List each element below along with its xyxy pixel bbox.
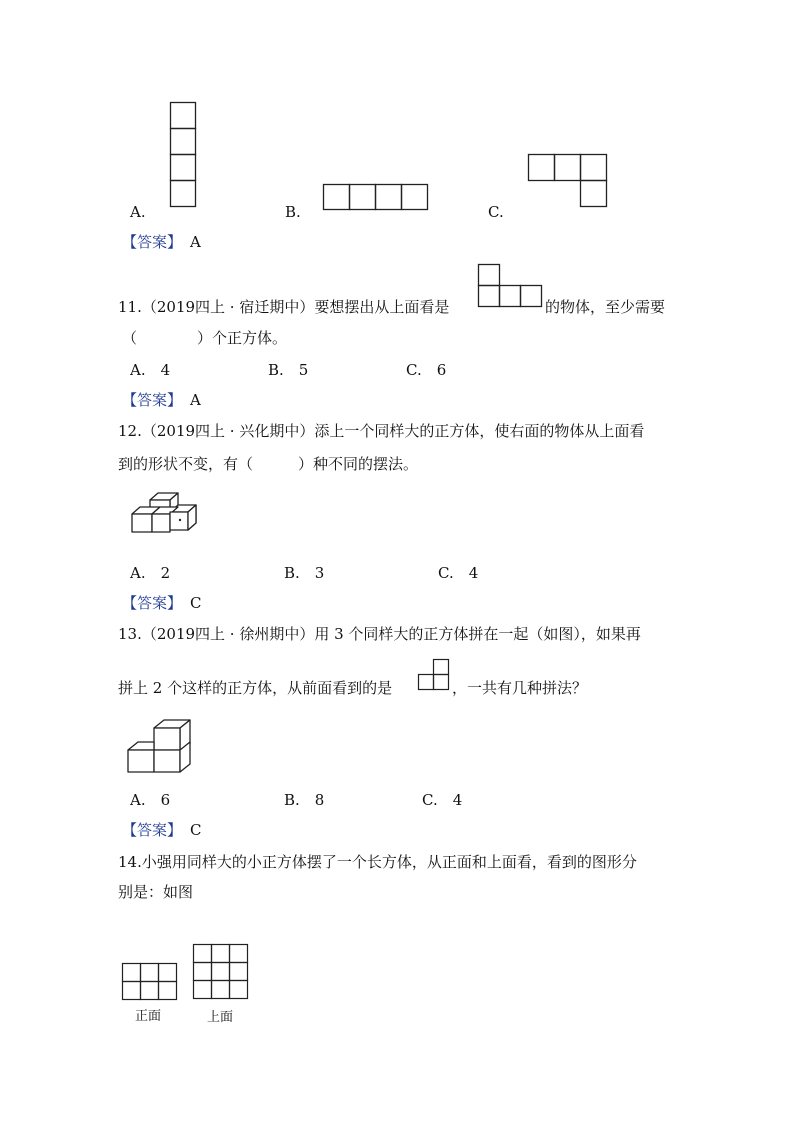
front-view-label: 正面 [135, 1009, 162, 1024]
question-12-line2: 到的形状不变，有（ ）种不同的摆法。 [118, 455, 419, 473]
q12-option-a: A. 2 [130, 564, 171, 582]
q11-option-c: C. 6 [406, 361, 447, 379]
answer-label: 【答案】 [122, 594, 183, 612]
answer-value: C [190, 594, 202, 612]
answer-row-10 [122, 232, 201, 252]
option-a-figure [170, 102, 196, 207]
q13-front-view-figure [418, 659, 450, 691]
q13-option-b: B. 8 [284, 791, 325, 809]
question-14-line2: 别是：如图 [118, 883, 194, 901]
answer-row-12 [122, 593, 202, 613]
question-12-line1: 12.（2019四上 · 兴化期中）添上一个同样大的正方体，使右面的物体从上面看 [118, 422, 645, 440]
question-11-line1a: 11.（2019四上 · 宿迁期中）要想摆出从上面看是 [118, 298, 450, 316]
question-13-line1: 13.（2019四上 · 徐州期中）用 3 个同样大的正方体拼在一起（如图），如果再 [118, 625, 641, 643]
q12-option-c: C. 4 [438, 564, 479, 582]
q13-option-c: C. 4 [422, 791, 463, 809]
answer-row-11 [122, 390, 201, 410]
option-c-label: C. [488, 203, 504, 221]
question-11-line1b: 的物体，至少需要 [545, 298, 666, 316]
option-b-figure [323, 184, 429, 211]
answer-value: A [190, 391, 201, 409]
q11-top-view-figure [478, 264, 544, 308]
option-a-label: A. [130, 203, 146, 221]
q12-cube-figure [130, 490, 200, 540]
q14-top-view-figure [193, 944, 249, 1001]
question-13-line2b: ，一共有几种拼法？ [452, 679, 588, 697]
answer-label: 【答案】 [122, 233, 183, 251]
option-b-label: B. [285, 203, 301, 221]
q12-option-b: B. 3 [284, 564, 325, 582]
q11-option-a: A. 4 [130, 361, 171, 379]
q13-option-a: A. 6 [130, 791, 171, 809]
question-13-line2a: 拼上 2 个这样的正方体，从前面看到的是 [118, 679, 393, 697]
question-11-line2: （ ）个正方体。 [122, 329, 288, 347]
answer-row-13 [122, 820, 202, 840]
answer-value: C [190, 821, 202, 839]
option-c-figure [528, 154, 608, 208]
q11-option-b: B. 5 [268, 361, 309, 379]
q14-front-view-figure [122, 963, 178, 1001]
answer-label: 【答案】 [122, 821, 183, 839]
top-view-label: 上面 [207, 1010, 234, 1025]
question-14-line1: 14.小强用同样大的小正方体摆了一个长方体，从正面和上面看，看到的图形分 [118, 853, 637, 871]
answer-label: 【答案】 [122, 391, 183, 409]
q13-cube-figure [128, 716, 192, 774]
answer-value: A [190, 233, 201, 251]
